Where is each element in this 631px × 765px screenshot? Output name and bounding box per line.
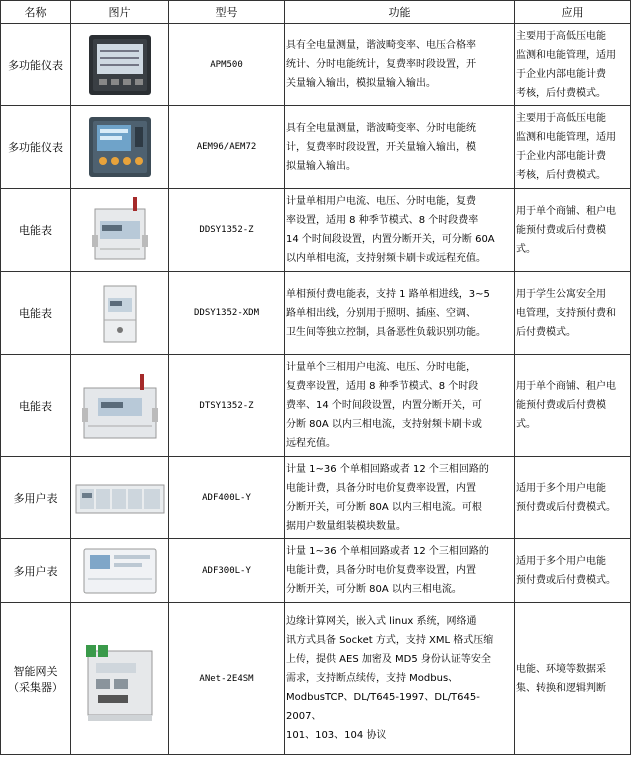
product-name: 多功能仪表 [1,24,71,106]
product-image [71,539,169,603]
multi-user-box-image [78,543,162,599]
product-name: 电能表 [1,272,71,355]
product-model: AEM96/AEM72 [169,106,285,189]
product-name: 多用户表 [1,457,71,539]
function-text: 单相预付费电能表，支持 1 路单相进线，3~5 路单相出线，分别用于照明、插座、空调、 卫生间等独立控制，具备恶性负载识别功能。 [286,288,490,338]
product-function [285,189,515,272]
product-application [515,189,631,272]
header-picture: 图片 [71,1,169,24]
product-function [285,457,515,539]
panel-meter-lcd-image [85,32,155,98]
function-text: 具有全电量测量，谐波畸变率、分时电能统 计，复费率时段设置，开关量输入输出，模 拟量输入输出。 [286,122,476,172]
gateway-module-image [78,629,162,729]
product-function [285,106,515,189]
product-image [71,272,169,355]
product-image [71,189,169,272]
product-model: ADF400L-Y [169,457,285,539]
product-name: 电能表 [1,189,71,272]
table-row [1,24,631,106]
application-text: 用于学生公寓安全用 电管理，支持预付费和 后付费模式。 [516,288,616,338]
table-row [1,355,631,457]
product-application [515,24,631,106]
product-image [71,24,169,106]
product-function [285,24,515,106]
application-text: 主要用于高低压电能 监测和电能管理，适用 于企业内部电能计费 考核，后付费模式。 [516,113,616,181]
product-image [71,457,169,539]
product-image [71,355,169,457]
product-function [285,603,515,755]
product-application [515,355,631,457]
din-meter-slim-image [90,280,150,346]
product-model: DDSY1352-Z [169,189,285,272]
function-text: 计量 1~36 个单相回路或者 12 个三相回路的 电能计费，具备分时电价复费率设置，内置 分断开关，可分断 80A 以内三相电流。 [286,546,489,595]
product-model: APM500 [169,24,285,106]
table-row [1,106,631,189]
function-text: 具有全电量测量，谐波畸变率、电压合格率 统计、分时电能统计，复费率时段设置，开 关量输入输出，模拟量输入输出。 [286,40,476,89]
table-row [1,603,631,755]
table-row [1,272,631,355]
header-model: 型号 [169,1,285,24]
application-text: 适用于多个用户电能 预付费或后付费模式。 [516,482,616,513]
table-row [1,539,631,603]
panel-meter-color-image [85,114,155,180]
product-application [515,539,631,603]
product-application [515,457,631,539]
product-model: ADF300L-Y [169,539,285,603]
function-text: 计量单个三相用户电流、电压、分时电能， 复费率设置，适用 8 种季节模式、8 个时段 费率、14 个时间段设置，内置分断开关，可 分断 80A 以内三相电流，支持射频卡刷卡或 远程充值。 [286,362,482,449]
product-name-text: 智能网关 （采集器） [8,664,63,694]
product-model: DDSY1352-XDM [169,272,285,355]
din-meter-antenna-image [80,195,160,265]
product-name: 多用户表 [1,539,71,603]
header-function: 功能 [285,1,515,24]
product-image [71,603,169,755]
product-name: 电能表 [1,355,71,457]
product-application [515,603,631,755]
product-function [285,539,515,603]
multi-user-rail-image [74,473,166,523]
product-name: 多功能仪表 [1,106,71,189]
function-text: 边缘计算网关，嵌入式 linux 系统，网络通 讯方式具备 Socket 方式，支持 XML 格式压缩 上传，提供 AES 加密及 MD5 身份认证等安全 需求，支持断点续传，支持 Modbus、 ModbusTCP、DL/T645-1997、DL/T645-2007、 101、103、104 协议 [286,616,494,741]
header-application: 应用 [515,1,631,24]
product-application [515,106,631,189]
product-model: DTSY1352-Z [169,355,285,457]
product-name [1,603,71,755]
product-function [285,355,515,457]
header-name: 名称 [1,1,71,24]
din-meter-wide-image [78,370,162,442]
product-model: ANet-2E4SM [169,603,285,755]
application-text: 适用于多个用户电能 预付费或后付费模式。 [516,555,616,586]
product-application [515,272,631,355]
application-text: 主要用于高低压电能 监测和电能管理，适用 于企业内部电能计费 考核，后付费模式。 [516,30,616,99]
table-row [1,189,631,272]
table-header-row [1,1,631,24]
application-text: 用于单个商铺、租户电 能预付费或后付费模 式。 [516,205,616,255]
product-image [71,106,169,189]
table-row [1,457,631,539]
application-text: 用于单个商铺、租户电 能预付费或后付费模 式。 [516,381,616,430]
product-function [285,272,515,355]
function-text: 计量 1~36 个单相回路或者 12 个三相回路的 电能计费，具备分时电价复费率设置，内置 分断开关，可分断 80A 以内三相电流。可根 据用户数量组装模块数量。 [286,463,489,532]
function-text: 计量单相用户电流、电压、分时电能，复费 率设置，适用 8 种季节模式、8 个时段费率 14 个时间段设置，内置分断开关，可分断 60A 以内单相电流，支持射频卡刷卡或远程充值。 [286,196,495,264]
application-text: 电能、环境等数据采 集、转换和逻辑判断 [516,663,606,694]
